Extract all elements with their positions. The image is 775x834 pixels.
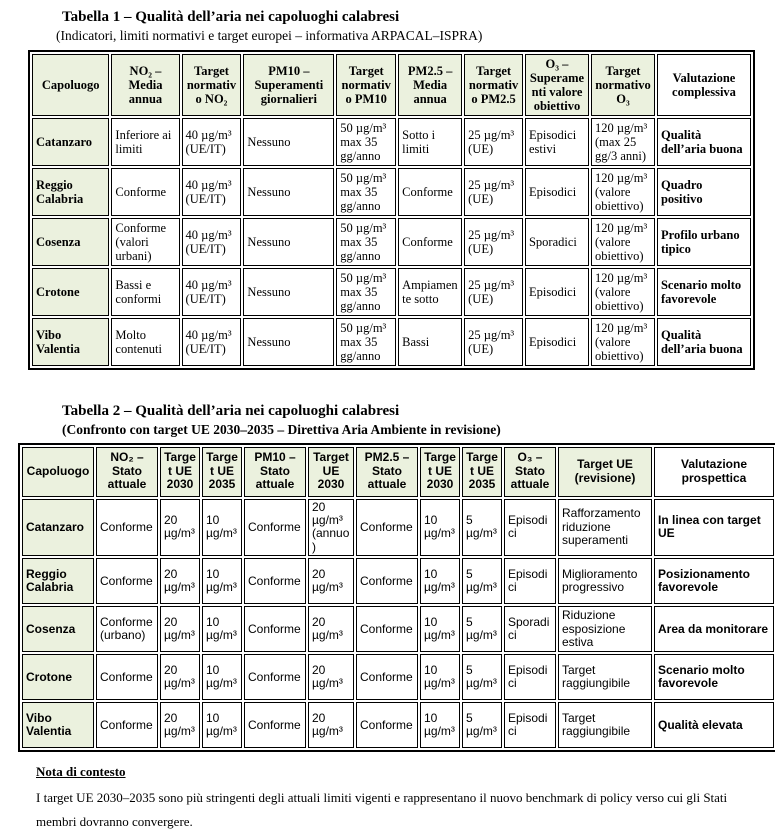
value-cell: 20 µg/m³ <box>160 606 200 652</box>
column-header: Target UE 2030 <box>308 447 354 497</box>
context-note-text: I target UE 2030–2035 sono più stringenti degli attuali limiti vigenti e rappresentano il nuovo benchmark di policy verso cui gli Stati membri dovranno convergere. <box>36 790 728 830</box>
value-cell: Conforme <box>244 558 306 604</box>
value-cell: 20 µg/m³ <box>160 654 200 700</box>
assessment-cell: Qualità dell’aria buona <box>657 118 751 166</box>
assessment-cell: Profilo urbano tipico <box>657 218 751 266</box>
value-cell: 120 µg/m³ (valore obiettivo) <box>591 218 655 266</box>
value-cell: Rafforzamento riduzione superamenti <box>558 499 652 557</box>
value-cell: 50 µg/m³ max 35 gg/anno <box>336 268 396 316</box>
table-row <box>22 654 774 700</box>
value-cell: Conforme <box>244 702 306 748</box>
value-cell: 5 µg/m³ <box>462 702 502 748</box>
value-cell: 25 µg/m³ (UE) <box>464 118 523 166</box>
value-cell: Target raggiungibile <box>558 654 652 700</box>
table-row <box>32 218 751 266</box>
assessment-cell: Posizionamento favorevole <box>654 558 774 604</box>
value-cell: Sotto i limiti <box>398 118 462 166</box>
value-cell: Conforme <box>398 168 462 216</box>
value-cell: 10 µg/m³ <box>420 702 460 748</box>
column-header: Capoluogo <box>32 54 109 116</box>
column-header: PM10 – Stato attuale <box>244 447 306 497</box>
assessment-cell: Area da monitorare <box>654 606 774 652</box>
value-cell: Conforme <box>356 606 418 652</box>
column-header: PM10 – Superamenti giornalieri <box>243 54 334 116</box>
table1-header-row <box>32 54 751 116</box>
table-row <box>32 168 751 216</box>
assessment-cell: Qualità dell’aria buona <box>657 318 751 366</box>
value-cell: Conforme <box>356 702 418 748</box>
column-header: Target UE 2035 <box>202 447 242 497</box>
value-cell: 10 µg/m³ <box>202 702 242 748</box>
value-cell: 10 µg/m³ <box>202 499 242 557</box>
value-cell: Inferiore ai limiti <box>111 118 179 166</box>
table-row <box>22 499 774 557</box>
value-cell: 5 µg/m³ <box>462 499 502 557</box>
column-header: Capoluogo <box>22 447 94 497</box>
value-cell: Episodici <box>525 168 589 216</box>
column-header: NO₂ – Stato attuale <box>96 447 158 497</box>
assessment-cell: Scenario molto favorevole <box>657 268 751 316</box>
value-cell: 20 µg/m³ <box>308 654 354 700</box>
row-header-city: Crotone <box>22 654 94 700</box>
value-cell: Riduzione esposizione estiva <box>558 606 652 652</box>
value-cell: 20 µg/m³ <box>308 702 354 748</box>
table-row <box>32 118 751 166</box>
assessment-cell: Scenario molto favorevole <box>654 654 774 700</box>
column-header: Target UE 2035 <box>462 447 502 497</box>
row-header-city: Catanzaro <box>22 499 94 557</box>
value-cell: Conforme <box>356 499 418 557</box>
value-cell: Conforme (valori urbani) <box>111 218 179 266</box>
value-cell: 40 µg/m³ (UE/IT) <box>182 318 242 366</box>
value-cell: Ampiamente sotto <box>398 268 462 316</box>
value-cell: 40 µg/m³ (UE/IT) <box>182 218 242 266</box>
value-cell: Episodici <box>504 558 556 604</box>
value-cell: 10 µg/m³ <box>420 499 460 557</box>
table-row <box>22 702 774 748</box>
value-cell: 120 µg/m³ (max 25 gg/3 anni) <box>591 118 655 166</box>
value-cell: 25 µg/m³ (UE) <box>464 318 523 366</box>
value-cell: Conforme <box>356 654 418 700</box>
value-cell: 5 µg/m³ <box>462 558 502 604</box>
table2-subtitle: (Confronto con target UE 2030–2035 – Direttiva Aria Ambiente in revisione) <box>62 422 501 438</box>
value-cell: 40 µg/m³ (UE/IT) <box>182 268 242 316</box>
value-cell: Sporadici <box>504 606 556 652</box>
column-header: O₃ – Superamenti valore obiettivo <box>525 54 589 116</box>
table1-air-quality-indicators <box>28 50 755 370</box>
value-cell: 25 µg/m³ (UE) <box>464 268 523 316</box>
value-cell: Conforme <box>111 168 179 216</box>
table1-title-block <box>56 8 757 44</box>
column-header: PM2.5 – Stato attuale <box>356 447 418 497</box>
column-header: Target normativo NO₂ <box>182 54 242 116</box>
value-cell: Episodici <box>525 318 589 366</box>
value-cell: Episodici estivi <box>525 118 589 166</box>
value-cell: 5 µg/m³ <box>462 654 502 700</box>
value-cell: 40 µg/m³ (UE/IT) <box>182 168 242 216</box>
value-cell: Nessuno <box>243 118 334 166</box>
value-cell: Conforme <box>398 218 462 266</box>
value-cell: Conforme <box>356 558 418 604</box>
value-cell: 20 µg/m³ <box>160 702 200 748</box>
column-header: PM2.5 – Media annua <box>398 54 462 116</box>
value-cell: 10 µg/m³ <box>202 606 242 652</box>
value-cell: 120 µg/m³ (valore obiettivo) <box>591 268 655 316</box>
assessment-cell: Qualità elevata <box>654 702 774 748</box>
column-header: Target normativo O₃ <box>591 54 655 116</box>
table2-wrapper <box>18 443 769 753</box>
column-header: NO₂ – Media annua <box>111 54 179 116</box>
value-cell: Conforme <box>244 654 306 700</box>
value-cell: 25 µg/m³ (UE) <box>464 218 523 266</box>
value-cell: Conforme (urbano) <box>96 606 158 652</box>
value-cell: Conforme <box>244 606 306 652</box>
value-cell: 25 µg/m³ (UE) <box>464 168 523 216</box>
value-cell: Conforme <box>96 558 158 604</box>
value-cell: 50 µg/m³ max 35 gg/anno <box>336 218 396 266</box>
value-cell: 5 µg/m³ <box>462 606 502 652</box>
column-header: Target UE (revisione) <box>558 447 652 497</box>
row-header-city: Cosenza <box>32 218 109 266</box>
value-cell: 20 µg/m³ (annuo) <box>308 499 354 557</box>
table1-subtitle: (Indicatori, limiti normativi e target europei – informativa ARPACAL–ISPRA) <box>56 27 483 43</box>
value-cell: 10 µg/m³ <box>420 654 460 700</box>
value-cell: Nessuno <box>243 218 334 266</box>
table-row <box>32 268 751 316</box>
table2-header-row <box>22 447 774 497</box>
table2-title: Tabella 2 – Qualità dell’aria nei capoluoghi calabresi <box>62 403 400 420</box>
row-header-city: Crotone <box>32 268 109 316</box>
value-cell: 10 µg/m³ <box>202 654 242 700</box>
spacer <box>28 370 757 402</box>
value-cell: Conforme <box>96 702 158 748</box>
row-header-city: Cosenza <box>22 606 94 652</box>
value-cell: 50 µg/m³ max 35 gg/anno <box>336 318 396 366</box>
value-cell: 10 µg/m³ <box>420 606 460 652</box>
column-header: O₃ – Stato attuale <box>504 447 556 497</box>
column-header: Target normativo PM2.5 <box>464 54 523 116</box>
value-cell: Target raggiungibile <box>558 702 652 748</box>
row-header-city: Vibo Valentia <box>22 702 94 748</box>
context-note-heading: Nota di contesto <box>36 764 126 780</box>
value-cell: 20 µg/m³ <box>308 606 354 652</box>
value-cell: 10 µg/m³ <box>202 558 242 604</box>
column-header: Valutazione complessiva <box>657 54 751 116</box>
table2-title-block <box>62 402 757 438</box>
value-cell: Conforme <box>96 654 158 700</box>
row-header-city: Catanzaro <box>32 118 109 166</box>
column-header: Target normativo PM10 <box>336 54 396 116</box>
row-header-city: Vibo Valentia <box>32 318 109 366</box>
table-row <box>22 606 774 652</box>
value-cell: 20 µg/m³ <box>160 499 200 557</box>
table-row <box>32 318 751 366</box>
assessment-cell: In linea con target UE <box>654 499 774 557</box>
column-header: Valutazione prospettica <box>654 447 774 497</box>
value-cell: Molto contenuti <box>111 318 179 366</box>
value-cell: 20 µg/m³ <box>308 558 354 604</box>
value-cell: Nessuno <box>243 268 334 316</box>
value-cell: Conforme <box>244 499 306 557</box>
value-cell: 50 µg/m³ max 35 gg/anno <box>336 118 396 166</box>
column-header: Target UE 2030 <box>420 447 460 497</box>
row-header-city: Reggio Calabria <box>22 558 94 604</box>
table-row <box>22 558 774 604</box>
value-cell: Nessuno <box>243 318 334 366</box>
value-cell: Sporadici <box>525 218 589 266</box>
assessment-cell: Quadro positivo <box>657 168 751 216</box>
value-cell: 120 µg/m³ (valore obiettivo) <box>591 318 655 366</box>
value-cell: 50 µg/m³ max 35 gg/anno <box>336 168 396 216</box>
value-cell: 120 µg/m³ (valore obiettivo) <box>591 168 655 216</box>
value-cell: Bassi <box>398 318 462 366</box>
value-cell: Conforme <box>96 499 158 557</box>
value-cell: 20 µg/m³ <box>160 558 200 604</box>
value-cell: Episodici <box>504 499 556 557</box>
context-note <box>36 764 757 834</box>
value-cell: Episodici <box>525 268 589 316</box>
value-cell: Episodici <box>504 654 556 700</box>
value-cell: 10 µg/m³ <box>420 558 460 604</box>
value-cell: 40 µg/m³ (UE/IT) <box>182 118 242 166</box>
value-cell: Nessuno <box>243 168 334 216</box>
table2-eu-targets-comparison <box>18 443 775 753</box>
table1-title: Tabella 1 – Qualità dell’aria nei capoluoghi calabresi <box>62 9 400 25</box>
column-header: Target UE 2030 <box>160 447 200 497</box>
row-header-city: Reggio Calabria <box>32 168 109 216</box>
value-cell: Episodici <box>504 702 556 748</box>
value-cell: Miglioramento progressivo <box>558 558 652 604</box>
value-cell: Bassi e conformi <box>111 268 179 316</box>
